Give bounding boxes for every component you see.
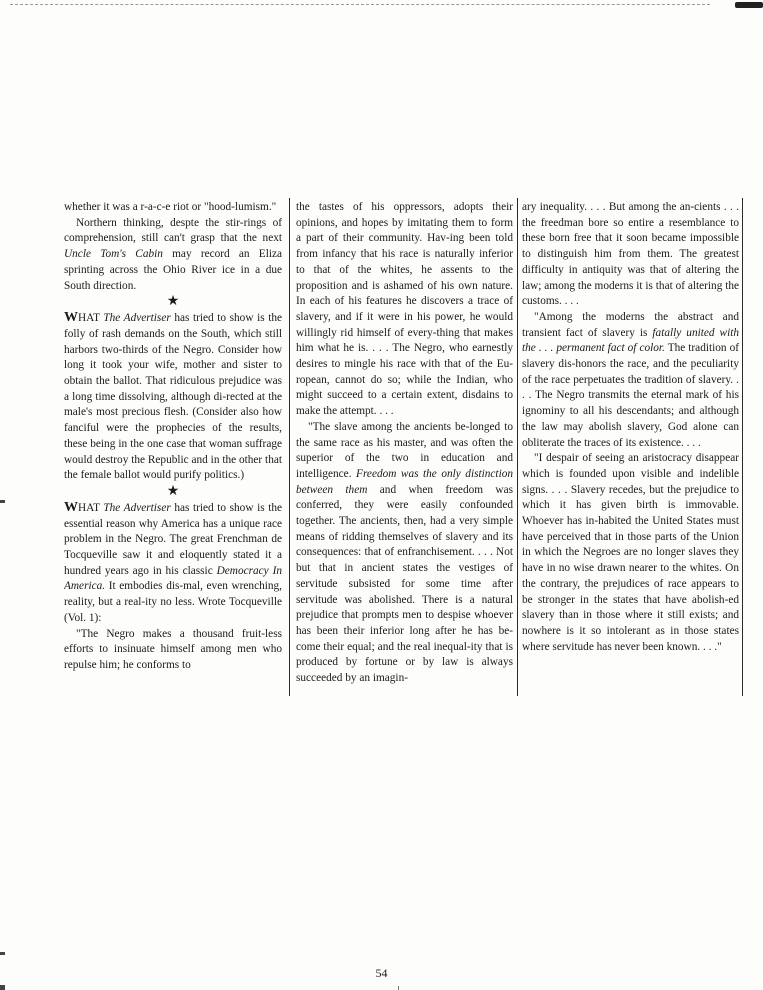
italic-text: The Advertiser xyxy=(103,501,171,514)
text-run: The tradition of slavery dis-honors the race, and the peculiarity of the race perpetuates the tradition of slavery. . . . The Negro transmits the eternal mark of his ignominy to all his descendants; and although the law may abolish slavery, God alone can obliterate the traces of its existence. . . . xyxy=(522,342,739,449)
scan-top-border xyxy=(10,4,710,5)
scan-edge-mark xyxy=(0,985,5,990)
page-number: 54 xyxy=(375,966,388,980)
italic-text: fatally united with the . . . permanent fact of color. xyxy=(522,326,739,355)
star-ornament-icon: ★ xyxy=(166,483,180,499)
column-rule xyxy=(517,198,518,696)
column-rule xyxy=(742,198,743,696)
text-run: may record an Eliza sprinting across the Ohio River ice in a due South direction. xyxy=(64,248,282,292)
text-column-1 xyxy=(64,200,282,700)
paragraph xyxy=(64,216,282,295)
italic-text: Freedom was the only distinction between them xyxy=(296,467,513,496)
text-run: has tried to show is the folly of rash demands on the South, which still harbors two-thirds of the Negro. Consider how long it took your wife, mother and sister to obtain the ballot. That ridiculous prejudice was a long time dissolving, although di-rected at the male's most precious flesh. (Consider also how fanciful were the prophecies of the results, these being in the one case that woman suffrage would destroy the Republic and in the other that the female ballot would purify politics.) xyxy=(64,312,282,482)
scan-tick-mark xyxy=(398,986,399,990)
drop-cap: W xyxy=(64,499,78,515)
paragraph: the tastes of his oppressors, adopts their opinions, and hopes by imitating them to form a part of their community. Hav-ing been told from infancy that his race is naturally inferior to that of the whites, he assents to the proposition and is ashamed of his own nature. In each of his features he discovers a trace of slavery, and if it were in his power, he would willingly rid himself of every-thing that makes him what he is. . . . The Negro, who earnestly desires to mingle his race with that of the Eu-ropean, cannot do so; while the Indian, who might succeed to a certain extent, disdains to make the attempt. . . . xyxy=(296,201,513,418)
paragraph xyxy=(64,500,282,627)
paragraph: whether it was a r-a-c-e riot or "hood-lumism." xyxy=(64,201,277,213)
paragraph xyxy=(296,420,513,687)
column-rule xyxy=(289,198,290,696)
text-run: HAT xyxy=(78,501,104,514)
italic-text: Democracy In America. xyxy=(64,564,282,593)
paragraph: "The Negro makes a thousand fruit-less efforts to insinuate himself among men who repulse him; he conforms to xyxy=(64,627,282,671)
paragraph xyxy=(64,310,282,484)
text-run: "The slave among the ancients be-longed to the same race as his master, and was often the superior of the two in education and intelligence. xyxy=(296,420,513,480)
text-column-2 xyxy=(296,200,513,700)
paragraph: "I despair of seeing an aristocracy disappear which is founded upon visible and indelible signs. . . . Slavery recedes, but the prejudice to which it has given birth is immovable. Whoever has in-habited the United States must have perceived that in those parts of the Union in which the Negroes are no longer slaves they have in no wise drawn nearer to the whites. On the contrary, the prejudices of race appears to be stronger in the states that have abolish-ed slavery than in those where it still exists; and nowhere is it so intolerant as in those states where servitude has never been known. . . ." xyxy=(522,452,739,653)
paragraph xyxy=(522,310,739,451)
paragraph: ary inequality. . . . But among the an-cients . . . the freedman bore so entire a resemblance to these born free that it soon became impossible to distinguish him from them. The greatest difficulty in antiquity was that of altering the law; among the moderns it is that of altering the customs. . . . xyxy=(522,201,739,308)
text-column-3 xyxy=(522,200,739,700)
text-run: HAT xyxy=(78,312,104,325)
text-run: "Among the moderns the abstract and transient fact of slavery is xyxy=(522,310,739,339)
italic-text: Uncle Tom's Cabin xyxy=(64,248,163,261)
scan-edge-mark xyxy=(0,500,5,503)
italic-text: The Advertiser xyxy=(103,312,171,325)
star-ornament-icon: ★ xyxy=(166,294,180,310)
drop-cap: W xyxy=(64,310,78,326)
text-run: and when freedom was conferred, they were easily confounded together. The ancients, then, had a very simple means of ridding themselves of slavery and its consequences: that of enfranchisement. . . . Not but that in ancient states the vestiges of servitude subsisted for some time after servitude was abolished. There is a natural prejudice that prompts men to despise whoever has been their inferior long after he has be-come their equal; and the real inequal-ity that is produced by fortune or by law is always succeeded by an imagin- xyxy=(296,483,513,685)
text-run: It embodies dis-mal, even wrenching, reality, but a real-ity no less. Wrote Tocqueville (Vol. 1): xyxy=(64,580,282,624)
text-run: has tried to show is the essential reason why America has a unique race problem in the Negro. The great Frenchman de Tocqueville saw it and eloquently stated it a hundred years ago in his classic xyxy=(64,501,282,577)
scan-edge-mark xyxy=(0,952,5,955)
text-run: Northern thinking, despte the stir-rings of comprehension, still can't grasp that the next xyxy=(64,216,282,245)
scan-corner-mark xyxy=(735,2,763,8)
